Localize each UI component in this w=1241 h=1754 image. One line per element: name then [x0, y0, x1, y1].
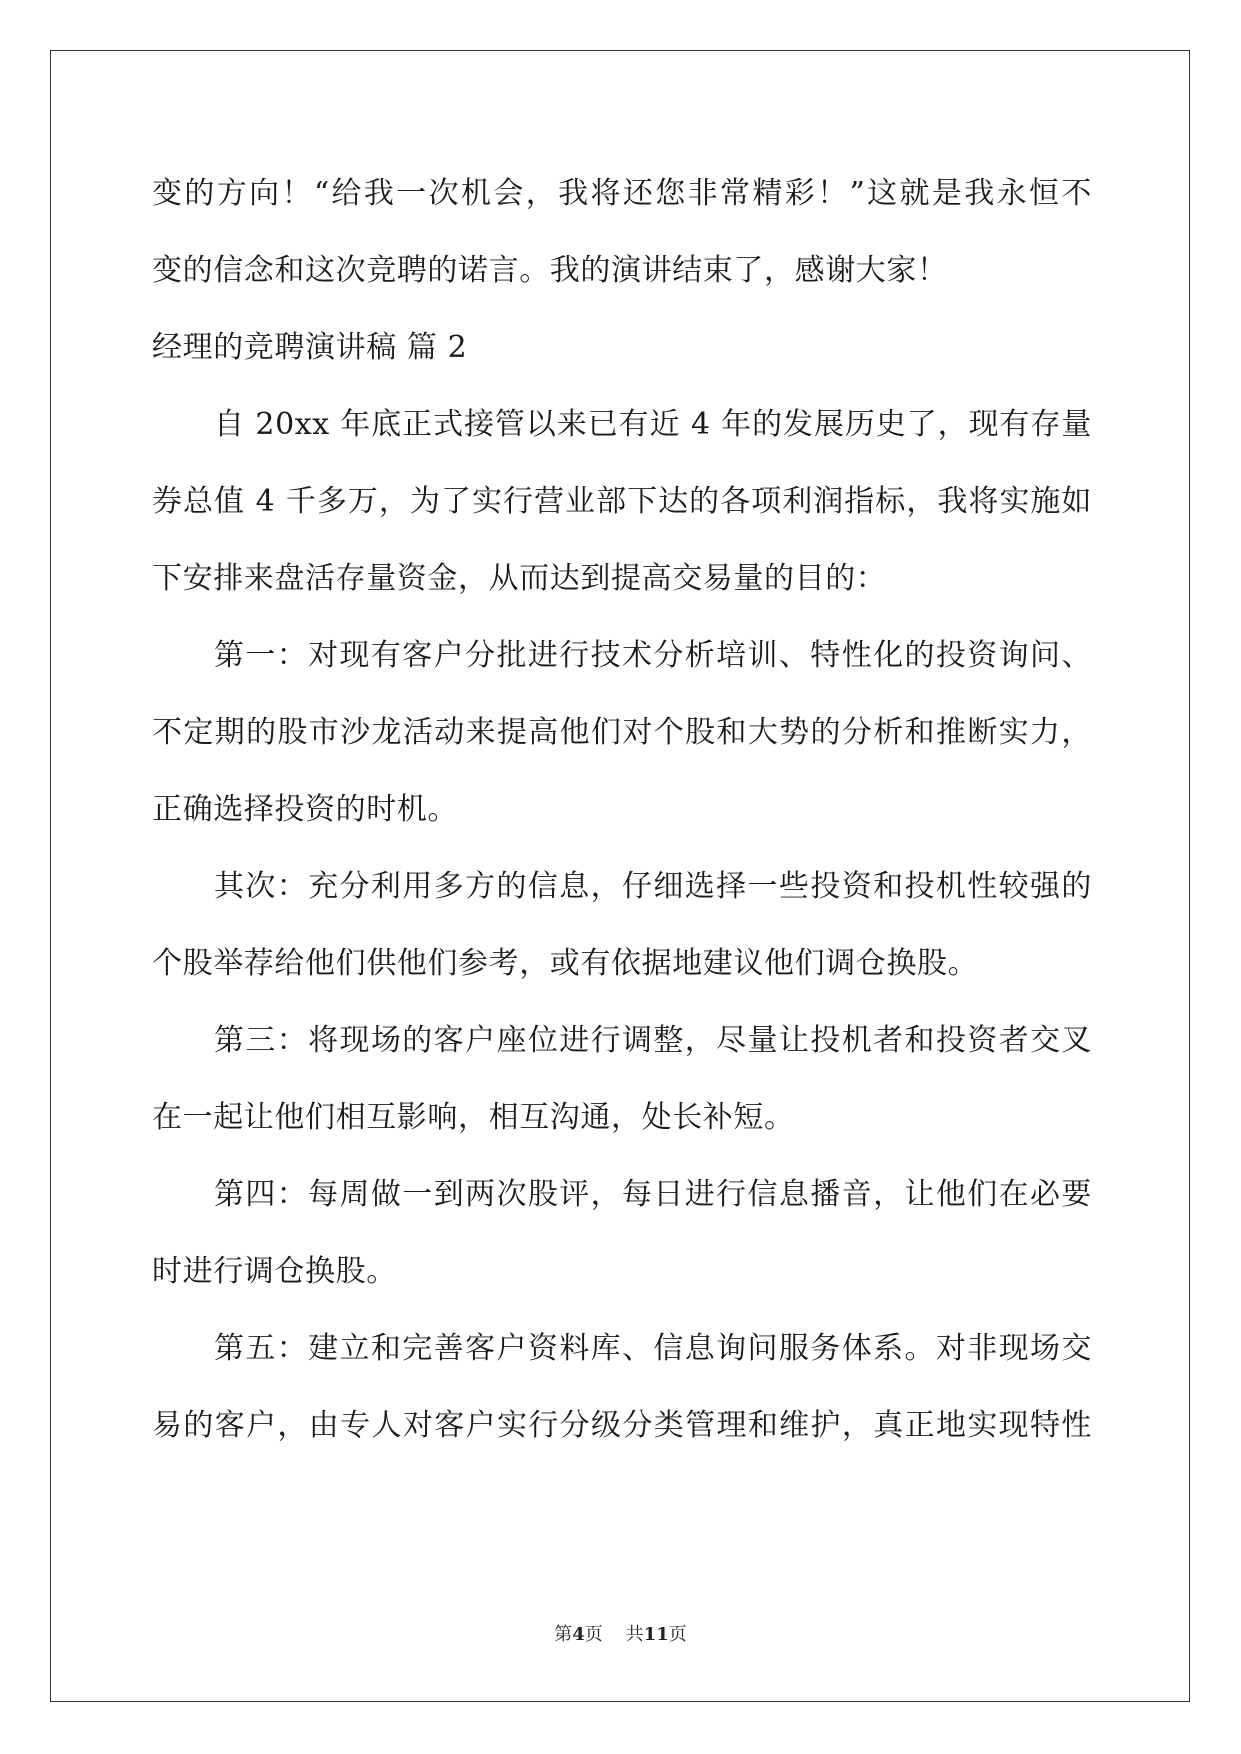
text-line: 变的信念和这次竞聘的诺言。我的演讲结束了，感谢大家！	[152, 253, 948, 288]
text-line: 正确选择投资的时机。	[152, 792, 458, 827]
text-line: 券总值 4 千多万，为了实行营业部下达的各项利润指标，我将实施如	[152, 484, 1092, 519]
total-pages: 11	[643, 1624, 669, 1645]
text-line: 不定期的股市沙龙活动来提高他们对个股和大势的分析和推断实力，	[152, 715, 1092, 750]
text-line: 其次：充分利用多方的信息，仔细选择一些投资和投机性较强的	[214, 869, 1092, 904]
total-prefix: 共	[625, 1624, 644, 1645]
page-suffix: 页	[584, 1624, 603, 1645]
page-number: 4	[572, 1624, 585, 1645]
text-line: 第五：建立和完善客户资料库、信息询问服务体系。对非现场交	[214, 1331, 1092, 1366]
text-line: 个股举荐给他们供他们参考，或有依据地建议他们调仓换股。	[152, 946, 979, 981]
text-line: 在一起让他们相互影响，相互沟通，处长补短。	[152, 1100, 795, 1135]
page-prefix: 第	[554, 1624, 573, 1645]
text-line: 下安排来盘活存量资金，从而达到提高交易量的目的：	[152, 561, 887, 596]
document-body	[152, 155, 1092, 1464]
text-line: 第三：将现场的客户座位进行调整，尽量让投机者和投资者交叉	[214, 1023, 1092, 1058]
text-line: 经理的竞聘演讲稿 篇 2	[152, 330, 468, 365]
page-footer	[0, 1620, 1241, 1646]
text-line: 第一：对现有客户分批进行技术分析培训、特性化的投资询问、	[214, 638, 1092, 673]
text-line: 第四：每周做一到两次股评，每日进行信息播音，让他们在必要	[214, 1177, 1092, 1212]
text-line: 变的方向！“给我一次机会，我将还您非常精彩！”这就是我永恒不	[152, 176, 1092, 211]
text-line: 自 20xx 年底正式接管以来已有近 4 年的发展历史了，现有存量	[214, 407, 1092, 442]
total-suffix: 页	[668, 1624, 687, 1645]
text-line: 易的客户，由专人对客户实行分级分类管理和维护，真正地实现特性	[152, 1408, 1092, 1443]
text-line: 时进行调仓换股。	[152, 1254, 397, 1289]
